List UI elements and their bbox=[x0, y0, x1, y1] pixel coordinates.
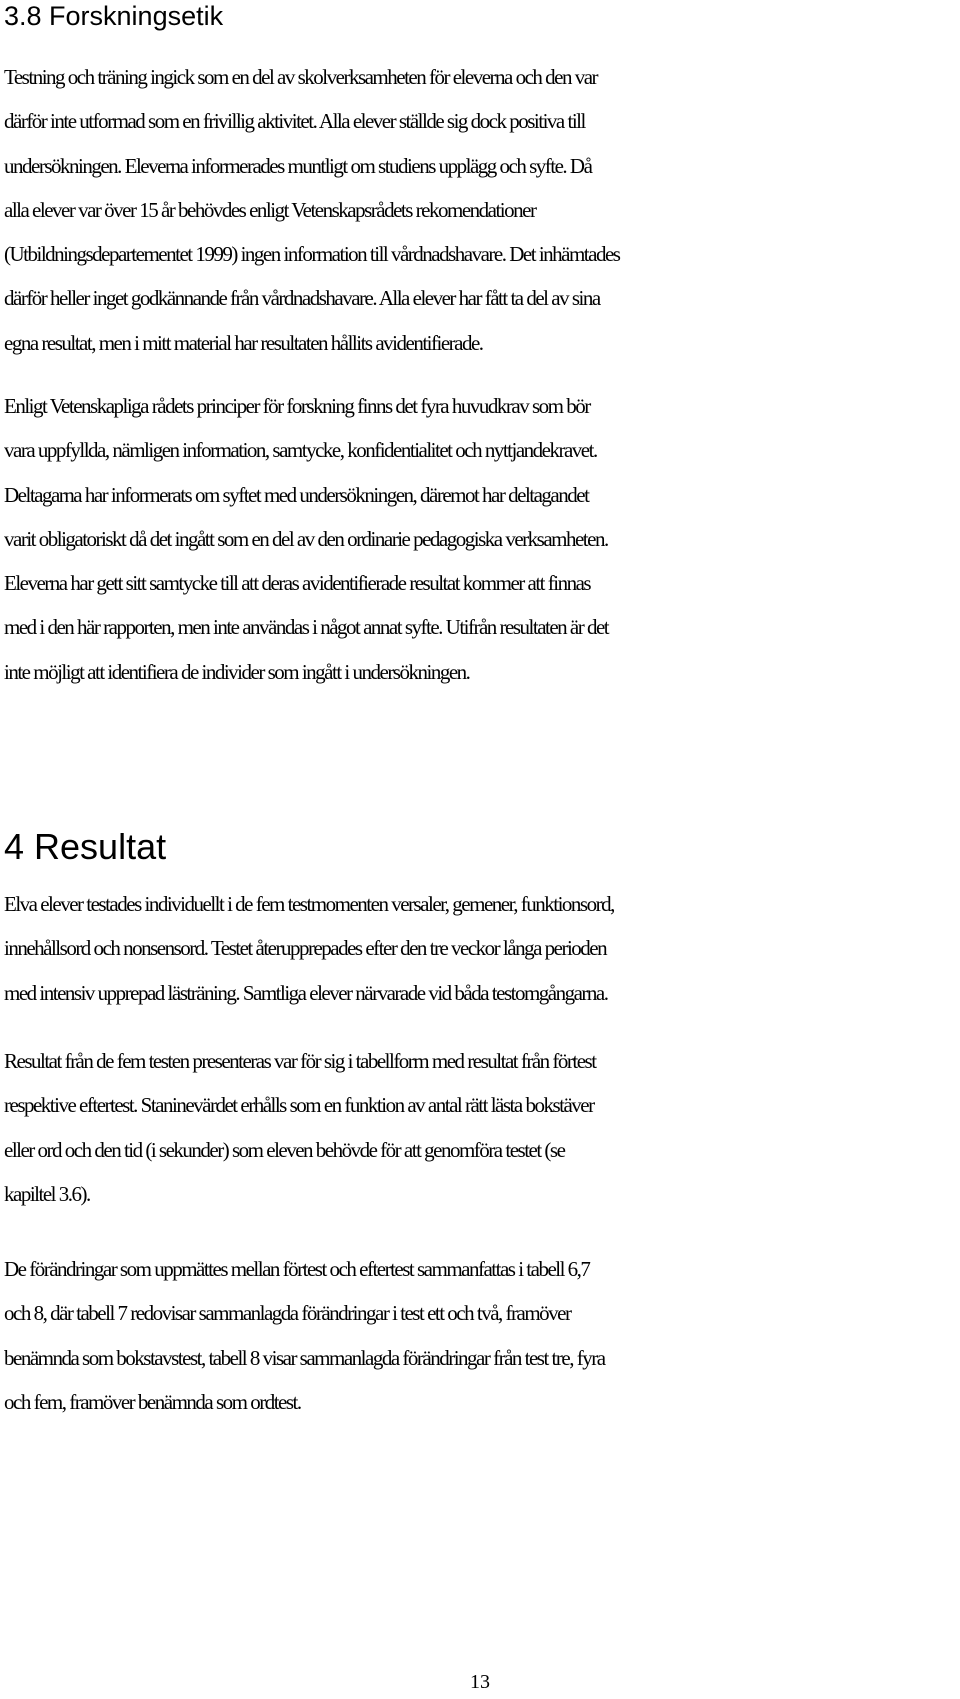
text-line: Elva elever testades individuellt i de fem testmomenten versaler, gemener, funktionsord, bbox=[4, 892, 614, 916]
text-line: Deltagarna har informerats om syftet med undersökningen, däremot har deltagandet bbox=[4, 482, 589, 507]
page-number: 13 bbox=[470, 1671, 490, 1693]
text-line: och 8, där tabell 7 redovisar sammanlagda förändringar i test ett och två, framöver bbox=[4, 1301, 571, 1326]
text-line: Resultat från de fem testen presenteras var för sig i tabellform med resultat från förtest bbox=[4, 1049, 596, 1073]
text-line: därför inte utformad som en frivillig aktivitet. Alla elever ställde sig dock positiva till bbox=[4, 109, 585, 134]
text-line: undersökningen. Eleverna informerades muntligt om studiens upplägg och syfte. Då bbox=[4, 153, 592, 178]
text-line: alla elever var över 15 år behövdes enligt Vetenskapsrådets rekomendationer bbox=[4, 197, 536, 222]
text-line: med intensiv upprepad lästräning. Samtliga elever närvarade vid båda testomgångarna. bbox=[4, 980, 608, 1005]
text-line: respektive eftertest. Staninevärdet erhålls som en funktion av antal rätt lästa bokstäver bbox=[4, 1093, 594, 1118]
paragraph-resultat-2 bbox=[4, 1039, 956, 1216]
text-line: benämnda som bokstavstest, tabell 8 visar sammanlagda förändringar från test tre, fyra bbox=[4, 1345, 605, 1370]
text-line: vara uppfyllda, nämligen information, samtycke, konfidentialitet och nyttjandekravet. bbox=[4, 438, 597, 463]
paragraph-forskningsetik-2 bbox=[4, 384, 956, 694]
text-line: eller ord och den tid (i sekunder) som eleven behövde för att genomföra testet (se bbox=[4, 1137, 565, 1162]
paragraph-resultat-3 bbox=[4, 1247, 956, 1424]
section-heading-forskningsetik: 3.8 Forskningsetik bbox=[4, 1, 224, 31]
text-line: därför heller inget godkännande från vårdnadshavare. Alla elever har fått ta del av sina bbox=[4, 286, 600, 311]
text-line: innehållsord och nonsensord. Testet återupprepades efter den tre veckor långa perioden bbox=[4, 936, 607, 961]
text-line: inte möjligt att identifiera de individer som ingått i undersökningen. bbox=[4, 659, 470, 684]
paragraph-resultat-1 bbox=[4, 882, 956, 1015]
section-heading-resultat: 4 Resultat bbox=[4, 826, 167, 867]
text-line: (Utbildningsdepartementet 1999) ingen information till vårdnadshavare. Det inhämtades bbox=[4, 242, 620, 267]
text-line: Eleverna har gett sitt samtycke till att deras avidentifierade resultat kommer att finnas bbox=[4, 571, 591, 596]
text-line: egna resultat, men i mitt material har resultaten hållits avidentifierade. bbox=[4, 330, 483, 355]
text-line: och fem, framöver benämnda som ordtest. bbox=[4, 1389, 301, 1414]
text-line: varit obligatoriskt då det ingått som en del av den ordinarie pedagogiska verksamheten. bbox=[4, 526, 608, 551]
text-line: De förändringar som uppmättes mellan förtest och eftertest sammanfattas i tabell 6,7 bbox=[4, 1257, 590, 1281]
text-line: Testning och träning ingick som en del av skolverksamheten för eleverna och den var bbox=[4, 65, 598, 89]
paragraph-forskningsetik-1 bbox=[4, 55, 956, 365]
text-line: Enligt Vetenskapliga rådets principer för forskning finns det fyra huvudkrav som bör bbox=[4, 394, 590, 418]
text-line: med i den här rapporten, men inte användas i något annat syfte. Utifrån resultaten är det bbox=[4, 615, 609, 640]
text-line: kapiltel 3.6). bbox=[4, 1181, 90, 1206]
